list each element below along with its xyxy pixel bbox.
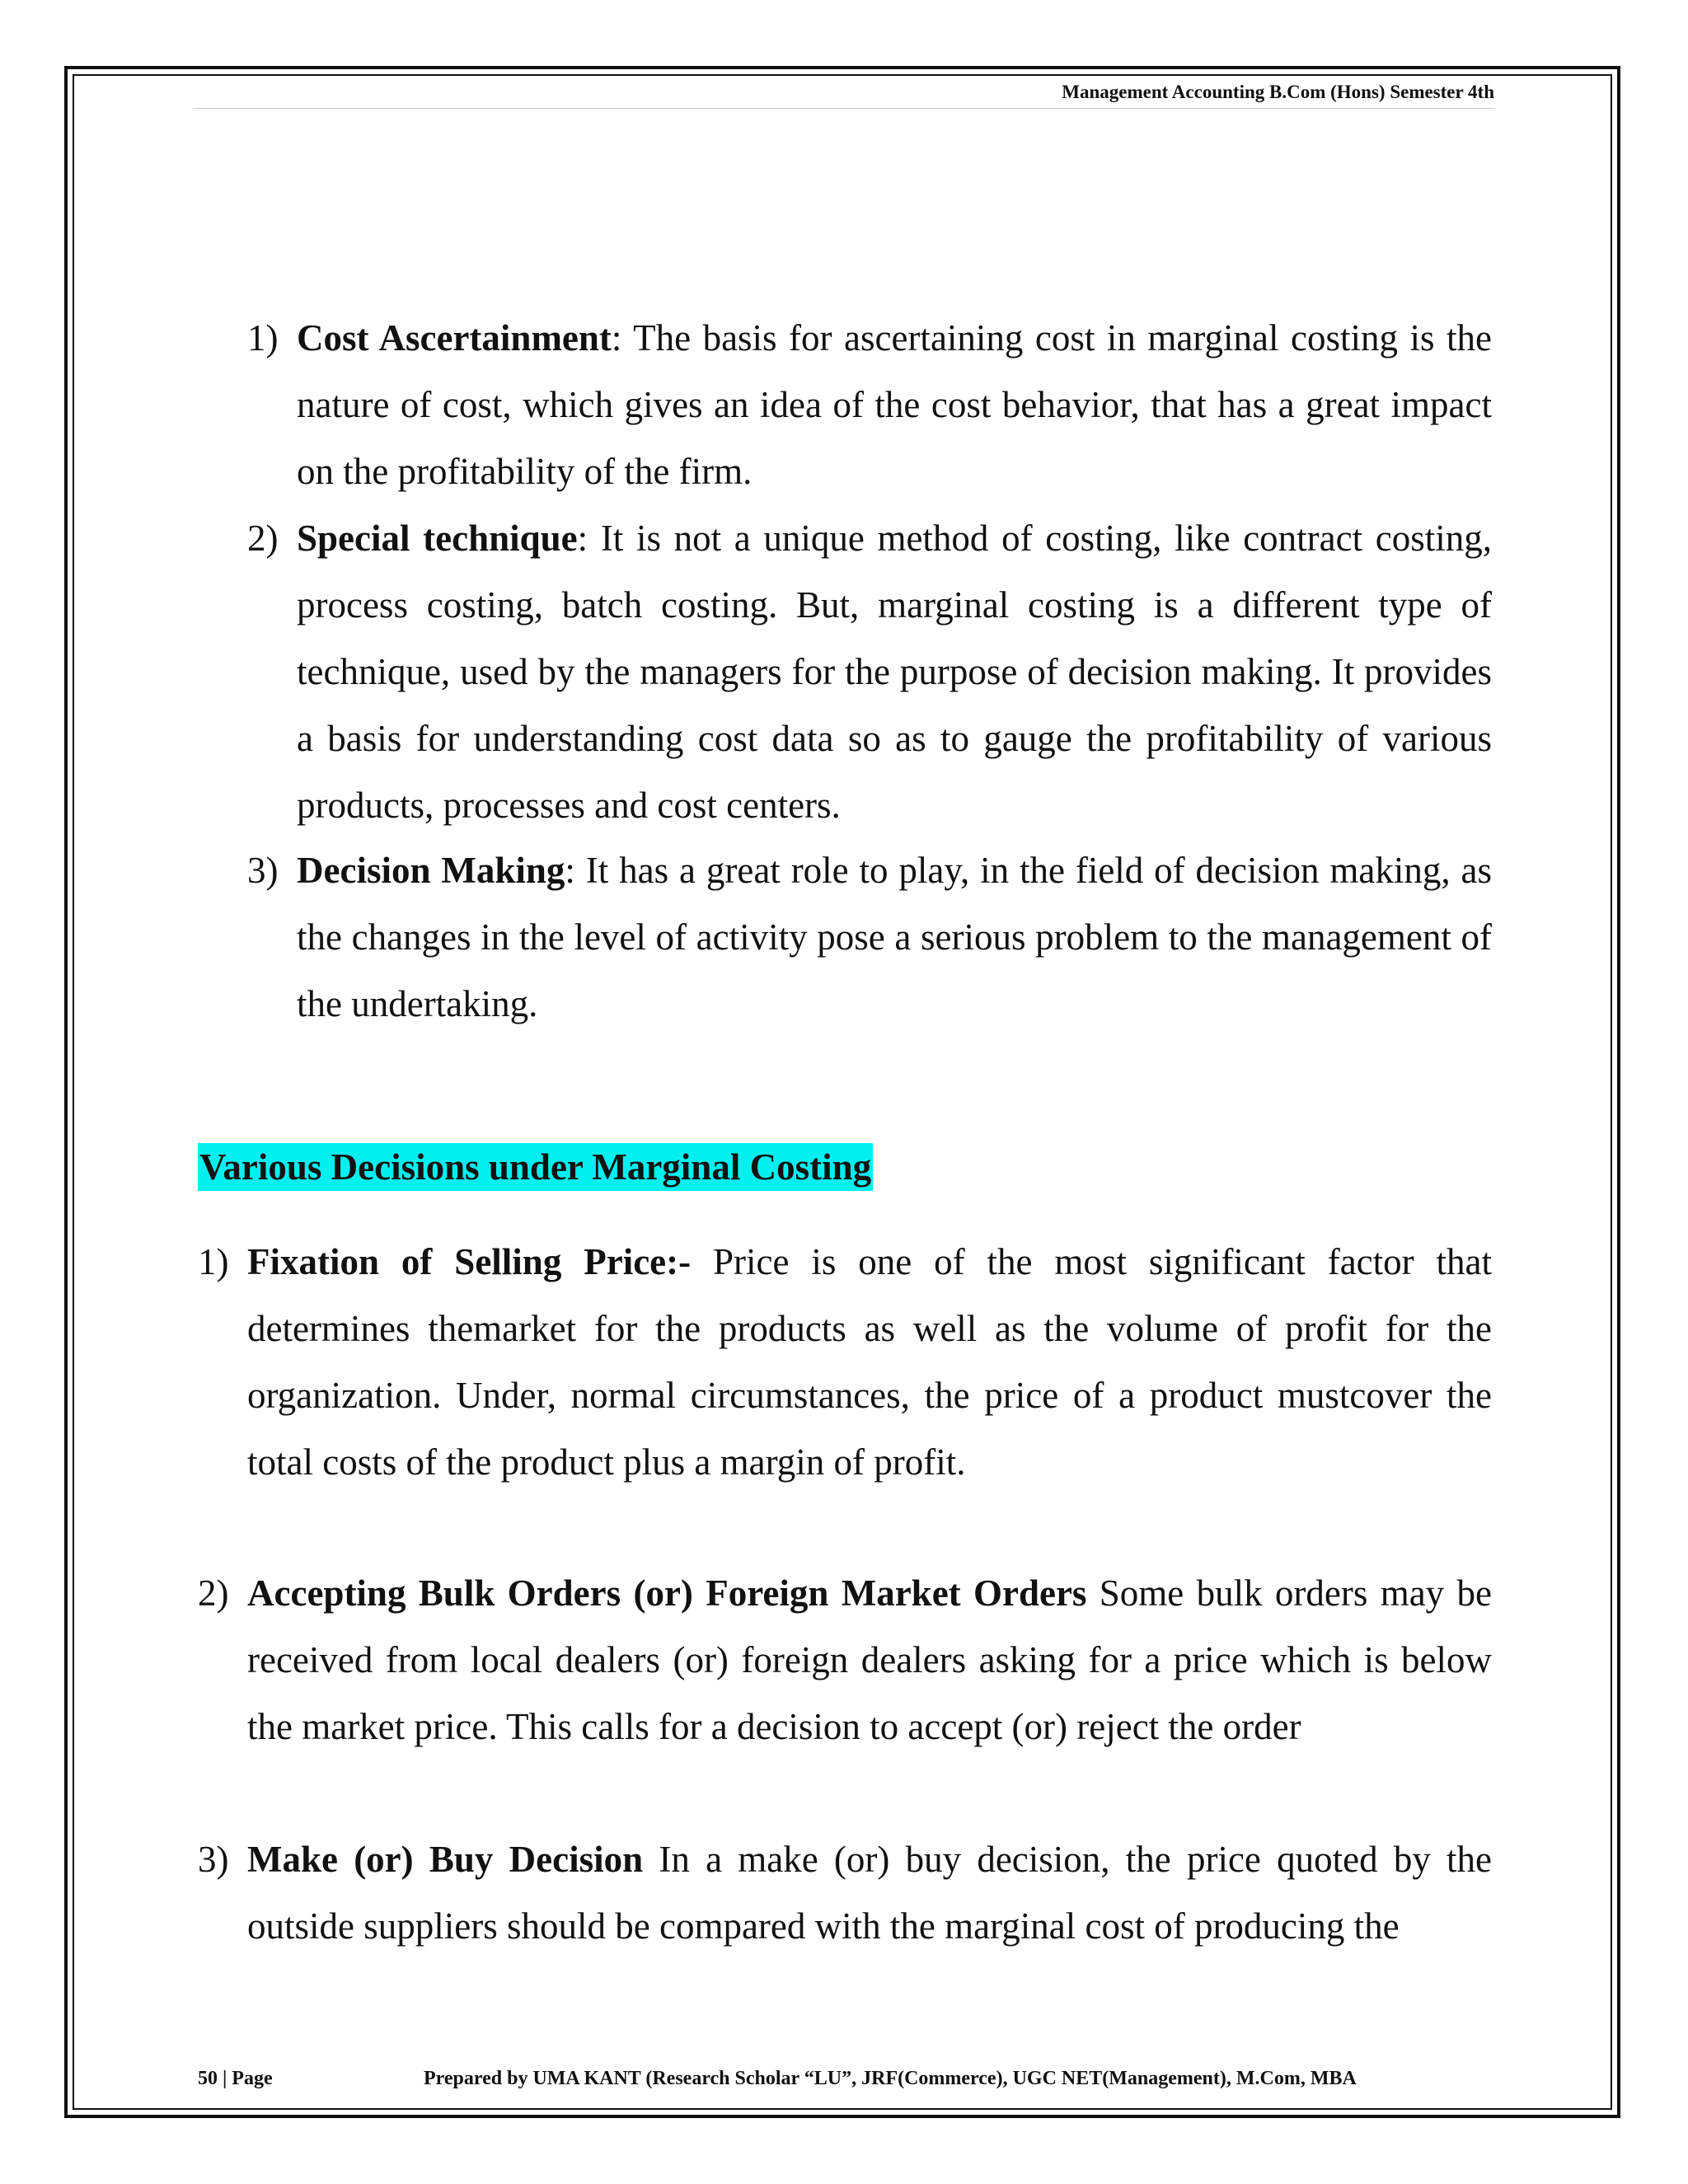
decision-item-bulk-orders [198,1560,1492,1760]
footer-page-number: 50 | Page [198,2068,273,2089]
decision-term: Make (or) Buy Decision [247,1839,644,1880]
decision-number: 2) [198,1572,229,1614]
decision-text: In a make (or) buy decision, the price quoted by the outside suppliers should be compared with the marginal cost of producing the [247,1839,1493,1947]
feature-item-cost-ascertainment: 1) Cost Ascertainment: The basis for ascertaining cost in marginal costing is the nature of cost, which gives an idea of the cost behavior, that has a great impact on the profitability of the firm. [297,305,1492,505]
decision-item-make-or-buy [198,1826,1493,1960]
decision-term: Fixation of Selling Price:- [247,1241,692,1282]
decision-number: 1) [198,1241,229,1282]
feature-text: It has a great role to play, in the field of decision making, as the changes in the level of activity pose a serious problem to the management of the undertaking. [297,850,1492,1024]
running-header: Management Accounting B.Com (Hons) Semester 4th [1062,82,1494,102]
feature-term: Decision Making [297,850,565,891]
feature-term: Special technique [297,518,578,559]
feature-item-decision-making: 3) Decision Making: It has a great role to play, in the field of decision making, as the changes in the level of activity pose a serious problem to the management of the undertaking. [297,837,1492,1038]
decision-text: Price is one of the most significant factor that determines themarket for the products as well as the volume of profit for the organization. Under, normal circumstances, the price of a product mustcover the total costs of the product plus a margin of profit. [247,1241,1493,1483]
feature-number: 3) [247,850,279,891]
decision-term: Accepting Bulk Orders (or) Foreign Market Orders [247,1572,1087,1614]
feature-text: The basis for ascertaining cost in marginal costing is the nature of cost, which gives an idea of the cost behavior, that has a great impact on the profitability of the firm. [297,317,1492,492]
feature-number: 2) [247,518,279,559]
header-rule [194,108,1494,109]
decision-item-selling-price [198,1229,1493,1496]
section-heading: Various Decisions under Marginal Costing [198,1143,873,1191]
feature-text: It is not a unique method of costing, like contract costing, process costing, batch costing. But, marginal costing is a different type of technique, used by the managers for the purpose of decision making. It provides a basis for understanding cost data so as to gauge the profitability of various products, processes and cost centers. [297,518,1492,826]
footer-credit: Prepared by UMA KANT (Research Scholar “LU”, JRF(Commerce), UGC NET(Management), M.Com, MBA [424,2068,1357,2089]
decision-text: Some bulk orders may be received from local dealers (or) foreign dealers asking for a price which is below the market price. This calls for a decision to accept (or) reject the order [247,1572,1492,1747]
feature-item-special-technique: 2) Special technique: It is not a unique method of costing, like contract costing, process costing, batch costing. But, marginal costing is a different type of technique, used by the managers for the purpose of decision making. It provides a basis for understanding cost data so as to gauge the profitability of various products, processes and cost centers. [297,505,1492,839]
feature-term: Cost Ascertainment [297,317,612,359]
decision-number: 3) [198,1839,229,1880]
feature-number: 1) [247,317,279,359]
